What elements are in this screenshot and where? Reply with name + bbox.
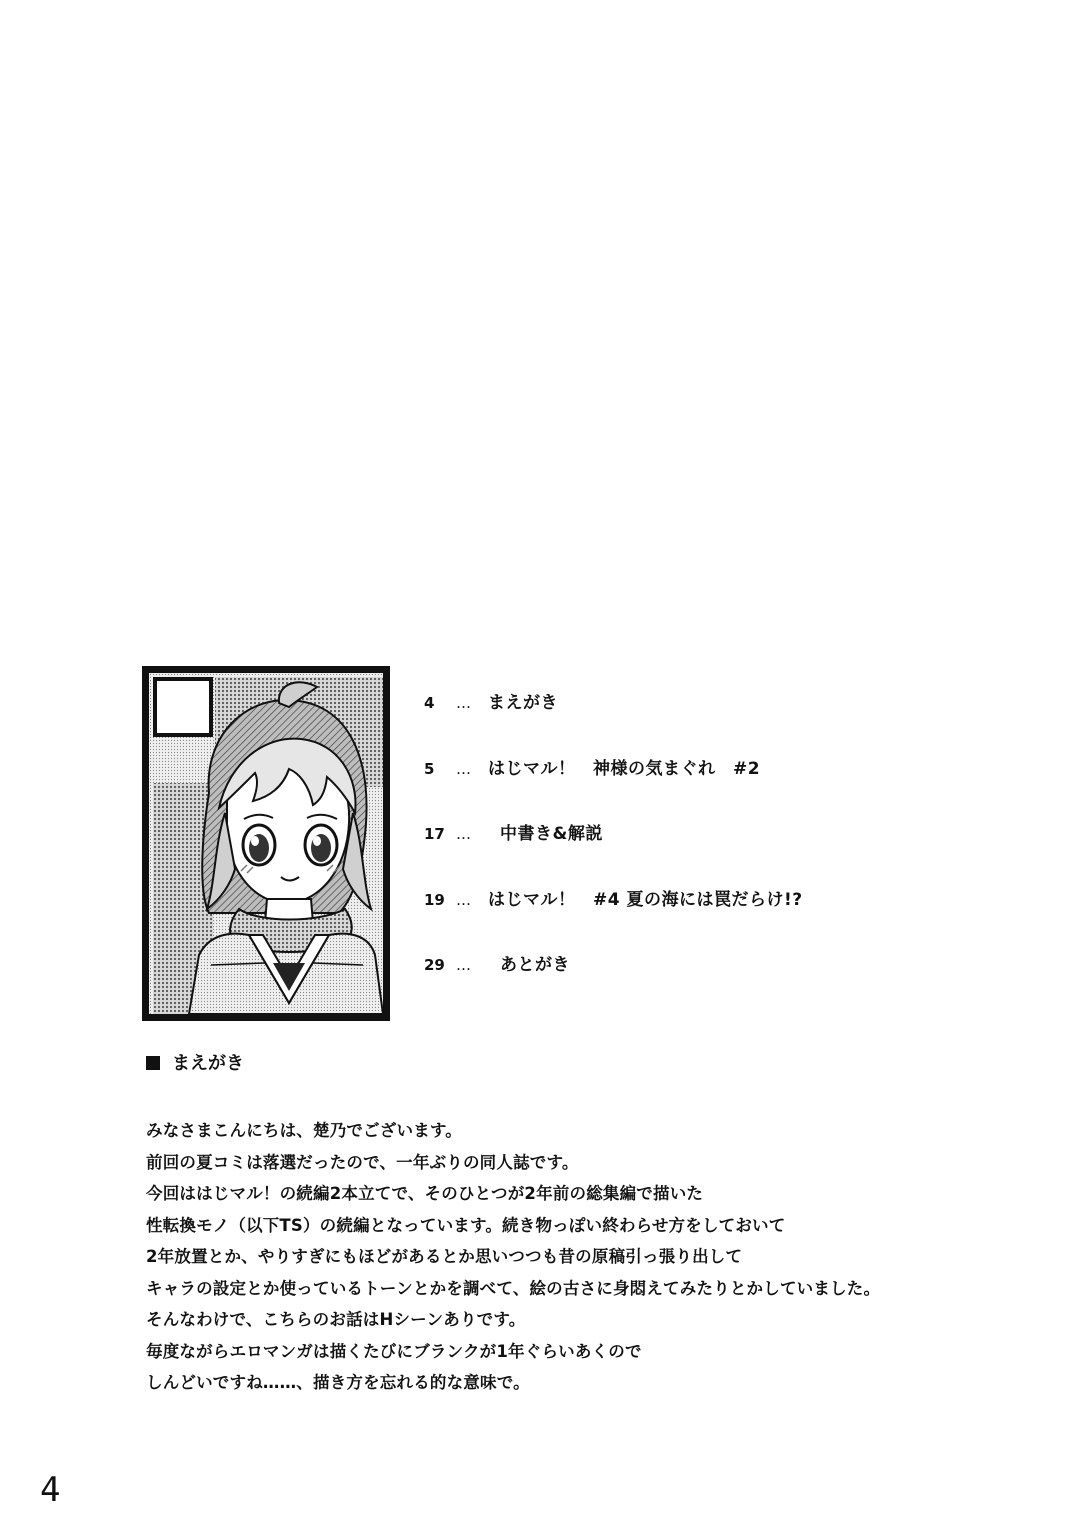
text-line: 性転換モノ（以下TS）の続編となっています。続き物っぽい終わらせ方をしておいて — [146, 1215, 786, 1235]
text-line: 毎度ながらエロマンガは描くたびにブランクが1年ぐらいあくので — [146, 1341, 642, 1361]
character-drawing — [149, 673, 383, 1014]
toc-title: あとがき — [500, 955, 570, 975]
toc-leader: … — [456, 825, 471, 843]
toc-leader: … — [456, 956, 471, 974]
toc-leader: … — [456, 694, 471, 712]
toc-page-number: 4 — [424, 694, 435, 712]
toc-title: はじマル！ 神様の気まぐれ #2 — [488, 759, 761, 779]
text-line: しんどいですね……、描き方を忘れる的な意味で。 — [146, 1373, 530, 1392]
text-line: キャラの設定とか使っているトーンとかを調べて、絵の古さに身悶えてみたりとかしていました。 — [146, 1278, 881, 1298]
toc-leader: … — [456, 891, 471, 909]
text-line: そんなわけで、こちらのお話はHシーンありです。 — [146, 1310, 526, 1329]
preface-text — [146, 1115, 1006, 1399]
section-heading-text: まえがき — [172, 1053, 244, 1074]
toc-title: 中書き&解説 — [500, 824, 603, 844]
toc-item — [424, 819, 603, 849]
toc-title: まえがき — [488, 693, 558, 713]
text-line: 2年放置とか、やりすぎにもほどがあるとか思いつつも昔の原稿引っ張り出して — [146, 1247, 743, 1266]
page-number: 4 — [40, 1470, 61, 1510]
character-illustration — [142, 666, 390, 1021]
text-line: みなさまこんにちは、楚乃でございます。 — [146, 1121, 462, 1140]
toc-item — [424, 754, 760, 784]
toc-leader: … — [456, 760, 471, 778]
toc-item — [424, 950, 570, 980]
toc-page-number: 19 — [424, 891, 445, 909]
text-line: 今回ははじマル！の続編2本立てで、そのひとつが2年前の総集編で描いた — [146, 1184, 704, 1203]
section-heading — [146, 1049, 244, 1079]
toc-page-number: 29 — [424, 956, 445, 974]
toc-item — [424, 688, 558, 718]
text-line: 前回の夏コミは落選だったので、一年ぶりの同人誌です。 — [146, 1152, 579, 1172]
toc-page-number: 17 — [424, 825, 445, 843]
square-bullet-icon — [146, 1056, 160, 1070]
toc-item — [424, 885, 803, 915]
toc-title: はじマル！ #4 夏の海には罠だらけ!? — [488, 890, 803, 910]
toc-page-number: 5 — [424, 760, 435, 778]
